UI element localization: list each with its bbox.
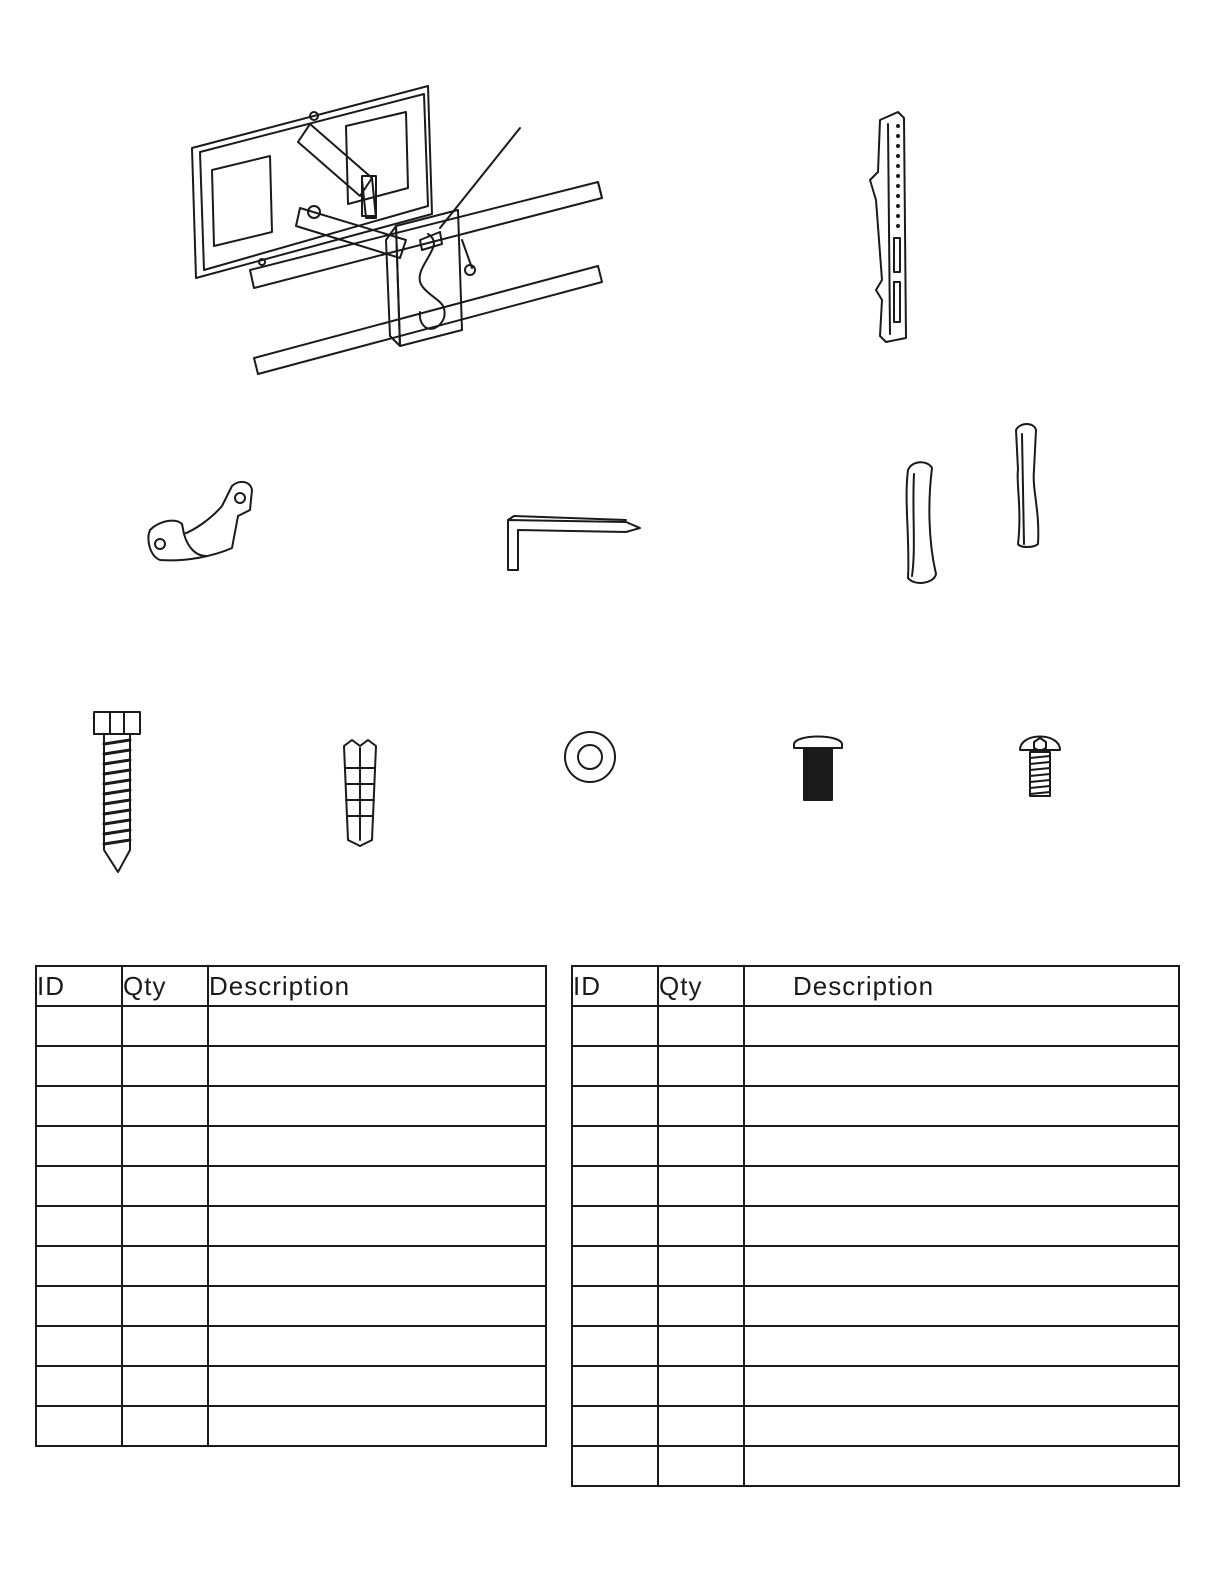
table-row bbox=[36, 1286, 546, 1326]
description-cell bbox=[744, 1366, 1179, 1406]
description-cell bbox=[744, 1166, 1179, 1206]
description-cell bbox=[744, 1126, 1179, 1166]
description-cell bbox=[208, 1366, 546, 1406]
qty-cell bbox=[658, 1366, 744, 1406]
qty-cell bbox=[658, 1286, 744, 1326]
id-cell bbox=[36, 1206, 122, 1246]
hex-socket-screw-icon bbox=[1020, 737, 1060, 797]
description-cell bbox=[208, 1286, 546, 1326]
header-id: ID bbox=[36, 966, 122, 1006]
qty-cell bbox=[658, 1166, 744, 1206]
qty-cell bbox=[122, 1206, 208, 1246]
table-row bbox=[572, 1286, 1179, 1326]
description-cell bbox=[744, 1286, 1179, 1326]
id-cell bbox=[36, 1086, 122, 1126]
id-cell bbox=[36, 1246, 122, 1286]
id-cell bbox=[572, 1206, 658, 1246]
qty-cell bbox=[658, 1406, 744, 1446]
table-body bbox=[36, 1006, 546, 1446]
description-cell bbox=[208, 1166, 546, 1206]
spacer-flat-icon bbox=[1016, 424, 1038, 547]
qty-cell bbox=[658, 1126, 744, 1166]
qty-cell bbox=[122, 1046, 208, 1086]
id-cell bbox=[572, 1006, 658, 1046]
articulating-arm-mount-icon bbox=[192, 86, 602, 374]
description-cell bbox=[744, 1246, 1179, 1286]
id-cell bbox=[572, 1086, 658, 1126]
table-row bbox=[36, 1086, 546, 1126]
header-qty: Qty bbox=[122, 966, 208, 1006]
description-cell bbox=[208, 1046, 546, 1086]
table-row bbox=[572, 1206, 1179, 1246]
qty-cell bbox=[658, 1246, 744, 1286]
pipe-clamp-icon bbox=[148, 482, 252, 560]
table-row bbox=[36, 1166, 546, 1206]
table-row bbox=[572, 1006, 1179, 1046]
id-cell bbox=[36, 1006, 122, 1046]
header-description: Description bbox=[744, 966, 1179, 1006]
table-row bbox=[36, 1126, 546, 1166]
qty-cell bbox=[122, 1366, 208, 1406]
id-cell bbox=[36, 1046, 122, 1086]
qty-cell bbox=[658, 1206, 744, 1246]
table-row bbox=[572, 1366, 1179, 1406]
table-row bbox=[572, 1046, 1179, 1086]
table-row bbox=[36, 1366, 546, 1406]
header-description: Description bbox=[208, 966, 546, 1006]
phillips-screw-icon bbox=[794, 737, 842, 801]
description-cell bbox=[208, 1006, 546, 1046]
table-body bbox=[572, 1006, 1179, 1486]
description-cell bbox=[744, 1006, 1179, 1046]
id-cell bbox=[572, 1126, 658, 1166]
description-cell bbox=[208, 1086, 546, 1126]
id-cell bbox=[572, 1406, 658, 1446]
id-cell bbox=[36, 1326, 122, 1366]
id-cell bbox=[572, 1286, 658, 1326]
description-cell bbox=[744, 1326, 1179, 1366]
table-row bbox=[36, 1046, 546, 1086]
parts-table-left bbox=[35, 965, 547, 1447]
description-cell bbox=[744, 1206, 1179, 1246]
id-cell bbox=[36, 1286, 122, 1326]
table-row bbox=[572, 1326, 1179, 1366]
id-cell bbox=[572, 1166, 658, 1206]
header-id: ID bbox=[572, 966, 658, 1006]
allen-key-icon bbox=[508, 516, 640, 570]
id-cell bbox=[36, 1126, 122, 1166]
description-cell bbox=[208, 1326, 546, 1366]
description-cell bbox=[744, 1046, 1179, 1086]
table-row bbox=[36, 1246, 546, 1286]
id-cell bbox=[36, 1366, 122, 1406]
qty-cell bbox=[122, 1286, 208, 1326]
table-header-row bbox=[572, 966, 1179, 1006]
qty-cell bbox=[122, 1326, 208, 1366]
id-cell bbox=[572, 1326, 658, 1366]
table-row bbox=[36, 1006, 546, 1046]
spacer-curved-icon bbox=[907, 462, 936, 583]
qty-cell bbox=[122, 1086, 208, 1126]
id-cell bbox=[36, 1406, 122, 1446]
description-cell bbox=[208, 1206, 546, 1246]
wall-anchor-icon bbox=[344, 740, 376, 846]
id-cell bbox=[572, 1366, 658, 1406]
table-header-row bbox=[36, 966, 546, 1006]
qty-cell bbox=[658, 1006, 744, 1046]
description-cell bbox=[208, 1246, 546, 1286]
table-row bbox=[572, 1446, 1179, 1486]
id-cell bbox=[572, 1046, 658, 1086]
id-cell bbox=[572, 1246, 658, 1286]
table-row bbox=[36, 1206, 546, 1246]
table-row bbox=[572, 1246, 1179, 1286]
table-row bbox=[572, 1126, 1179, 1166]
description-cell bbox=[208, 1406, 546, 1446]
qty-cell bbox=[658, 1326, 744, 1366]
description-cell bbox=[744, 1086, 1179, 1126]
qty-cell bbox=[658, 1446, 744, 1486]
id-cell bbox=[36, 1166, 122, 1206]
table-row bbox=[36, 1406, 546, 1446]
table-row bbox=[36, 1326, 546, 1366]
id-cell bbox=[572, 1446, 658, 1486]
qty-cell bbox=[122, 1166, 208, 1206]
washer-icon bbox=[565, 732, 615, 782]
qty-cell bbox=[122, 1246, 208, 1286]
qty-cell bbox=[122, 1006, 208, 1046]
qty-cell bbox=[122, 1126, 208, 1166]
qty-cell bbox=[658, 1086, 744, 1126]
description-cell bbox=[744, 1406, 1179, 1446]
table-row bbox=[572, 1406, 1179, 1446]
table-row bbox=[572, 1086, 1179, 1126]
description-cell bbox=[744, 1446, 1179, 1486]
description-cell bbox=[208, 1126, 546, 1166]
header-qty: Qty bbox=[658, 966, 744, 1006]
qty-cell bbox=[122, 1406, 208, 1446]
parts-table-right bbox=[571, 965, 1180, 1487]
vertical-bracket-icon bbox=[870, 112, 906, 342]
table-row bbox=[572, 1166, 1179, 1206]
qty-cell bbox=[658, 1046, 744, 1086]
lag-bolt-icon bbox=[94, 712, 140, 872]
